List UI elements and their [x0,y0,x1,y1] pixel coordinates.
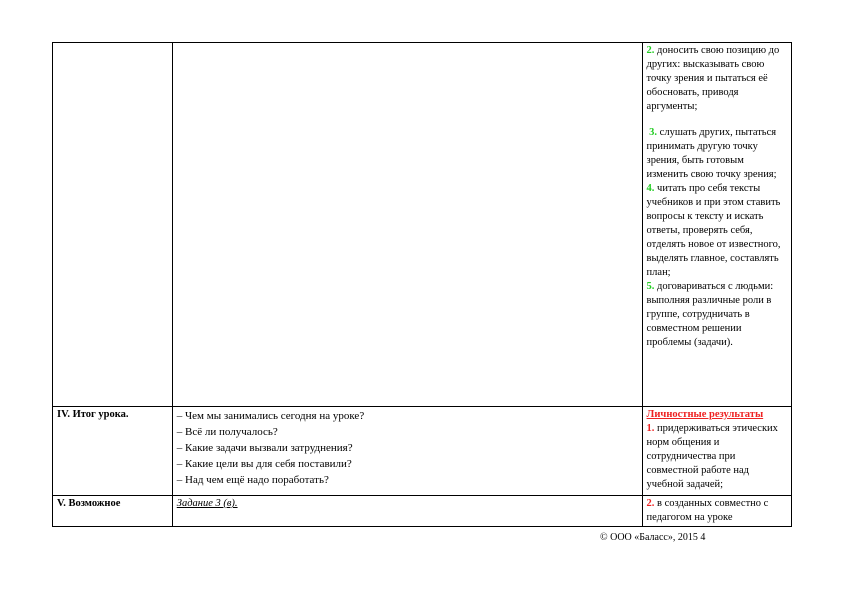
activity-cell [172,407,642,496]
lesson-plan-table [52,42,792,527]
item-number: 5. [646,281,655,292]
result-item [647,497,787,525]
question-text: – Какие цели вы для себя поставили? [176,458,352,470]
question-text: – Какие задачи вызвали затруднения? [176,442,353,454]
results-heading: Личностные результаты [646,409,764,420]
item-number: 4. [646,183,655,194]
item-text: слушать других, пытаться принимать другую точку зрения, быть готовым изменить свою точку зрения; [646,127,777,180]
result-item [647,126,787,182]
result-item [647,182,787,280]
question-text: – Всё ли получалось? [176,426,278,438]
stage-cell [53,43,173,407]
question-text: – Чем мы занимались сегодня на уроке? [176,410,365,422]
results-cell [642,43,791,407]
item-text: доносить свою позицию до других: высказывать свою точку зрения и пытаться её обосновать, приводя аргументы; [646,45,780,112]
activity-cell [172,496,642,527]
item-number: 1. [646,423,655,434]
item-number: 3. [649,127,658,138]
question-text: – Над чем ещё надо поработать? [176,474,329,486]
table-row [53,496,792,527]
item-text: в созданных совместно с педагогом на уроке [646,498,769,523]
item-number: 2. [646,45,655,56]
result-item [647,422,787,492]
stage-cell: V. Возможное [53,496,173,527]
results-cell [642,407,791,496]
item-number: 2. [646,498,655,509]
table-row [53,407,792,496]
result-item [647,44,787,114]
table-row [53,43,792,407]
item-text: читать про себя тексты учебников и при этом ставить вопросы к тексту и искать ответы, проверять себя, отделять новое от известного, выделять главное, составлять план; [646,183,781,278]
item-text: договариваться с людьми: выполняя различные роли в группе, сотрудничать в совместном решении проблемы (задачи). [646,281,774,348]
results-cell [642,496,791,527]
stage-cell: IV. Итог урока. [53,407,173,496]
copyright-footer: © ООО «Баласс», 2015 4 [600,532,706,543]
task-reference: Задание 3 (в). [176,498,238,509]
result-item [647,280,787,350]
activity-cell [172,43,642,407]
item-text: придерживаться этических норм общения и сотрудничества при совместной работе над учебной задачей; [646,423,778,490]
